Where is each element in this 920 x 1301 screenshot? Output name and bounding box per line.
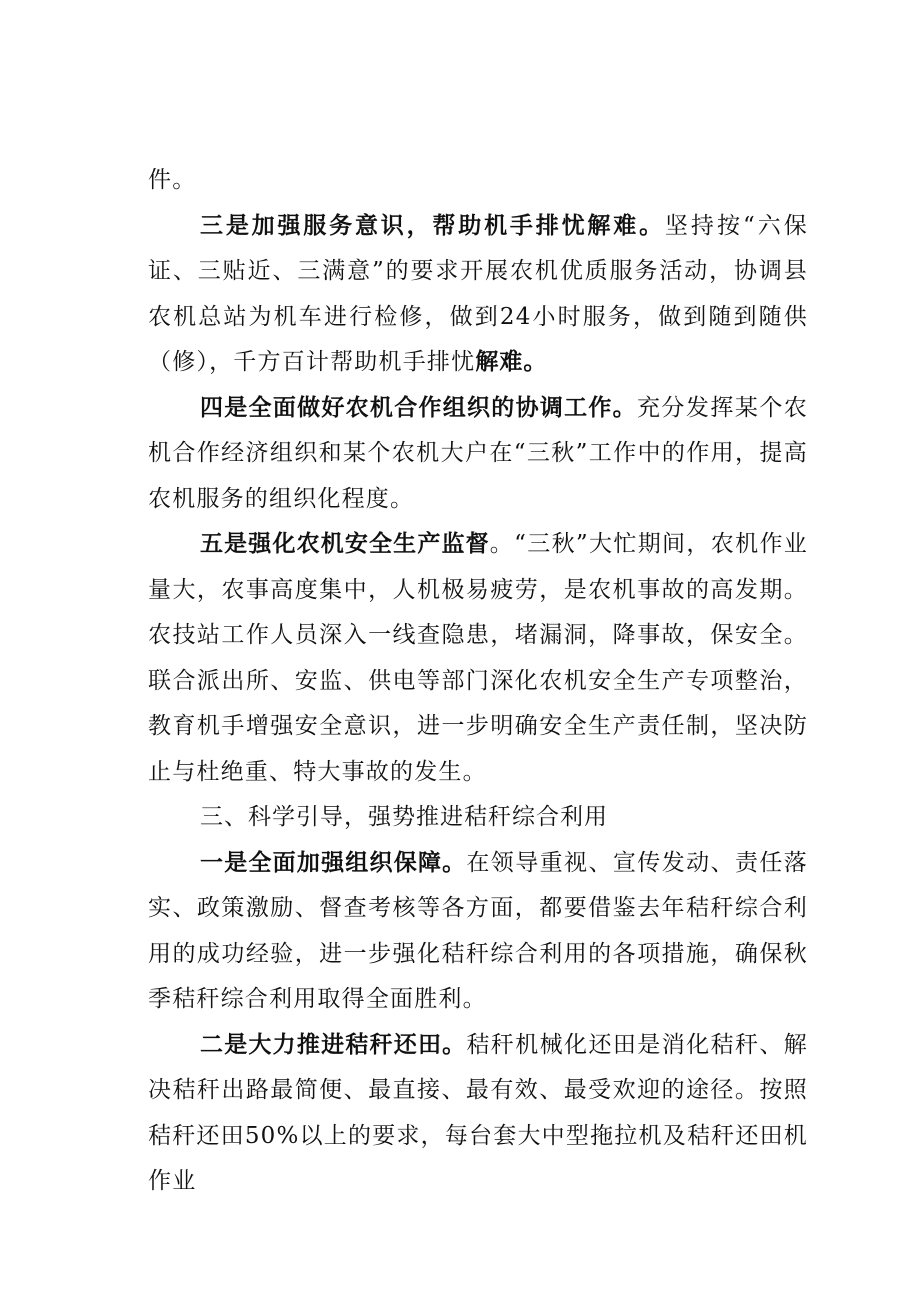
paragraph-text: 充分发挥某个农机合作经济组织和某个农机大户在“三秋”工作中的作用，提高农机服务的组织化程度。 [148,394,809,512]
paragraph-safety-supervision [148,522,808,795]
paragraph-continuation [148,158,808,204]
paragraph-lead: 一是全面加强组织保障。 [200,849,467,876]
paragraph-text: 。“三秋”大忙期间，农机作业量大，农事高度集中，人机极易疲劳，是农机事故的高发期。农技站工作人员深入一线查隐患，堵漏洞，降事故，保安全。联合派出所、安监、供电等部门深化农机安全生产专项整治，教育机手增强安全意识，进一步明确安全生产责任制，坚决防止与杜绝重、特大事故的发生。 [148,531,808,785]
paragraph-lead: 二是大力推进秸秆还田。 [200,1031,467,1058]
section-heading: 三、科学引导，强势推进秸秆综合利用 [200,804,608,830]
paragraph-service-awareness [148,204,808,386]
paragraph-cooperative-coordination [148,386,808,523]
paragraph-lead: 四是全面做好农机合作组织的协调工作。 [200,394,637,421]
document-body [148,158,808,1205]
paragraph-text: 坚持按“六保证、三贴近、三满意”的要求开展农机优质服务活动，协调县农机总站为机车进行检修，做到24小时服务，做到随到随供（修），千方百计帮助机手排忧 [148,212,809,375]
paragraph-text: 秸秆机械化还田是消化秸秆、解决秸秆出路最简便、最直接、最有效、最受欢迎的途径。按照秸秆还田50%以上的要求，每台套大中型拖拉机及秸秆还田机作业 [148,1031,809,1194]
paragraph-lead: 三是加强服务意识，帮助机手排忧解难。 [200,212,665,239]
paragraph-text: 件。 [148,167,197,193]
paragraph-text: 在领导重视、宣传发动、责任落实、政策激励、督查考核等各方面，都要借鉴去年秸秆综合利用的成功经验，进一步强化秸秆综合利用的各项措施，确保秋季秸秆综合利用取得全面胜利。 [148,849,809,1012]
paragraph-lead: 五是强化农机安全生产监督 [200,531,490,557]
paragraph-tail: 解难。 [475,349,548,375]
paragraph-organization-guarantee [148,841,808,1023]
paragraph-straw-return [148,1023,808,1205]
